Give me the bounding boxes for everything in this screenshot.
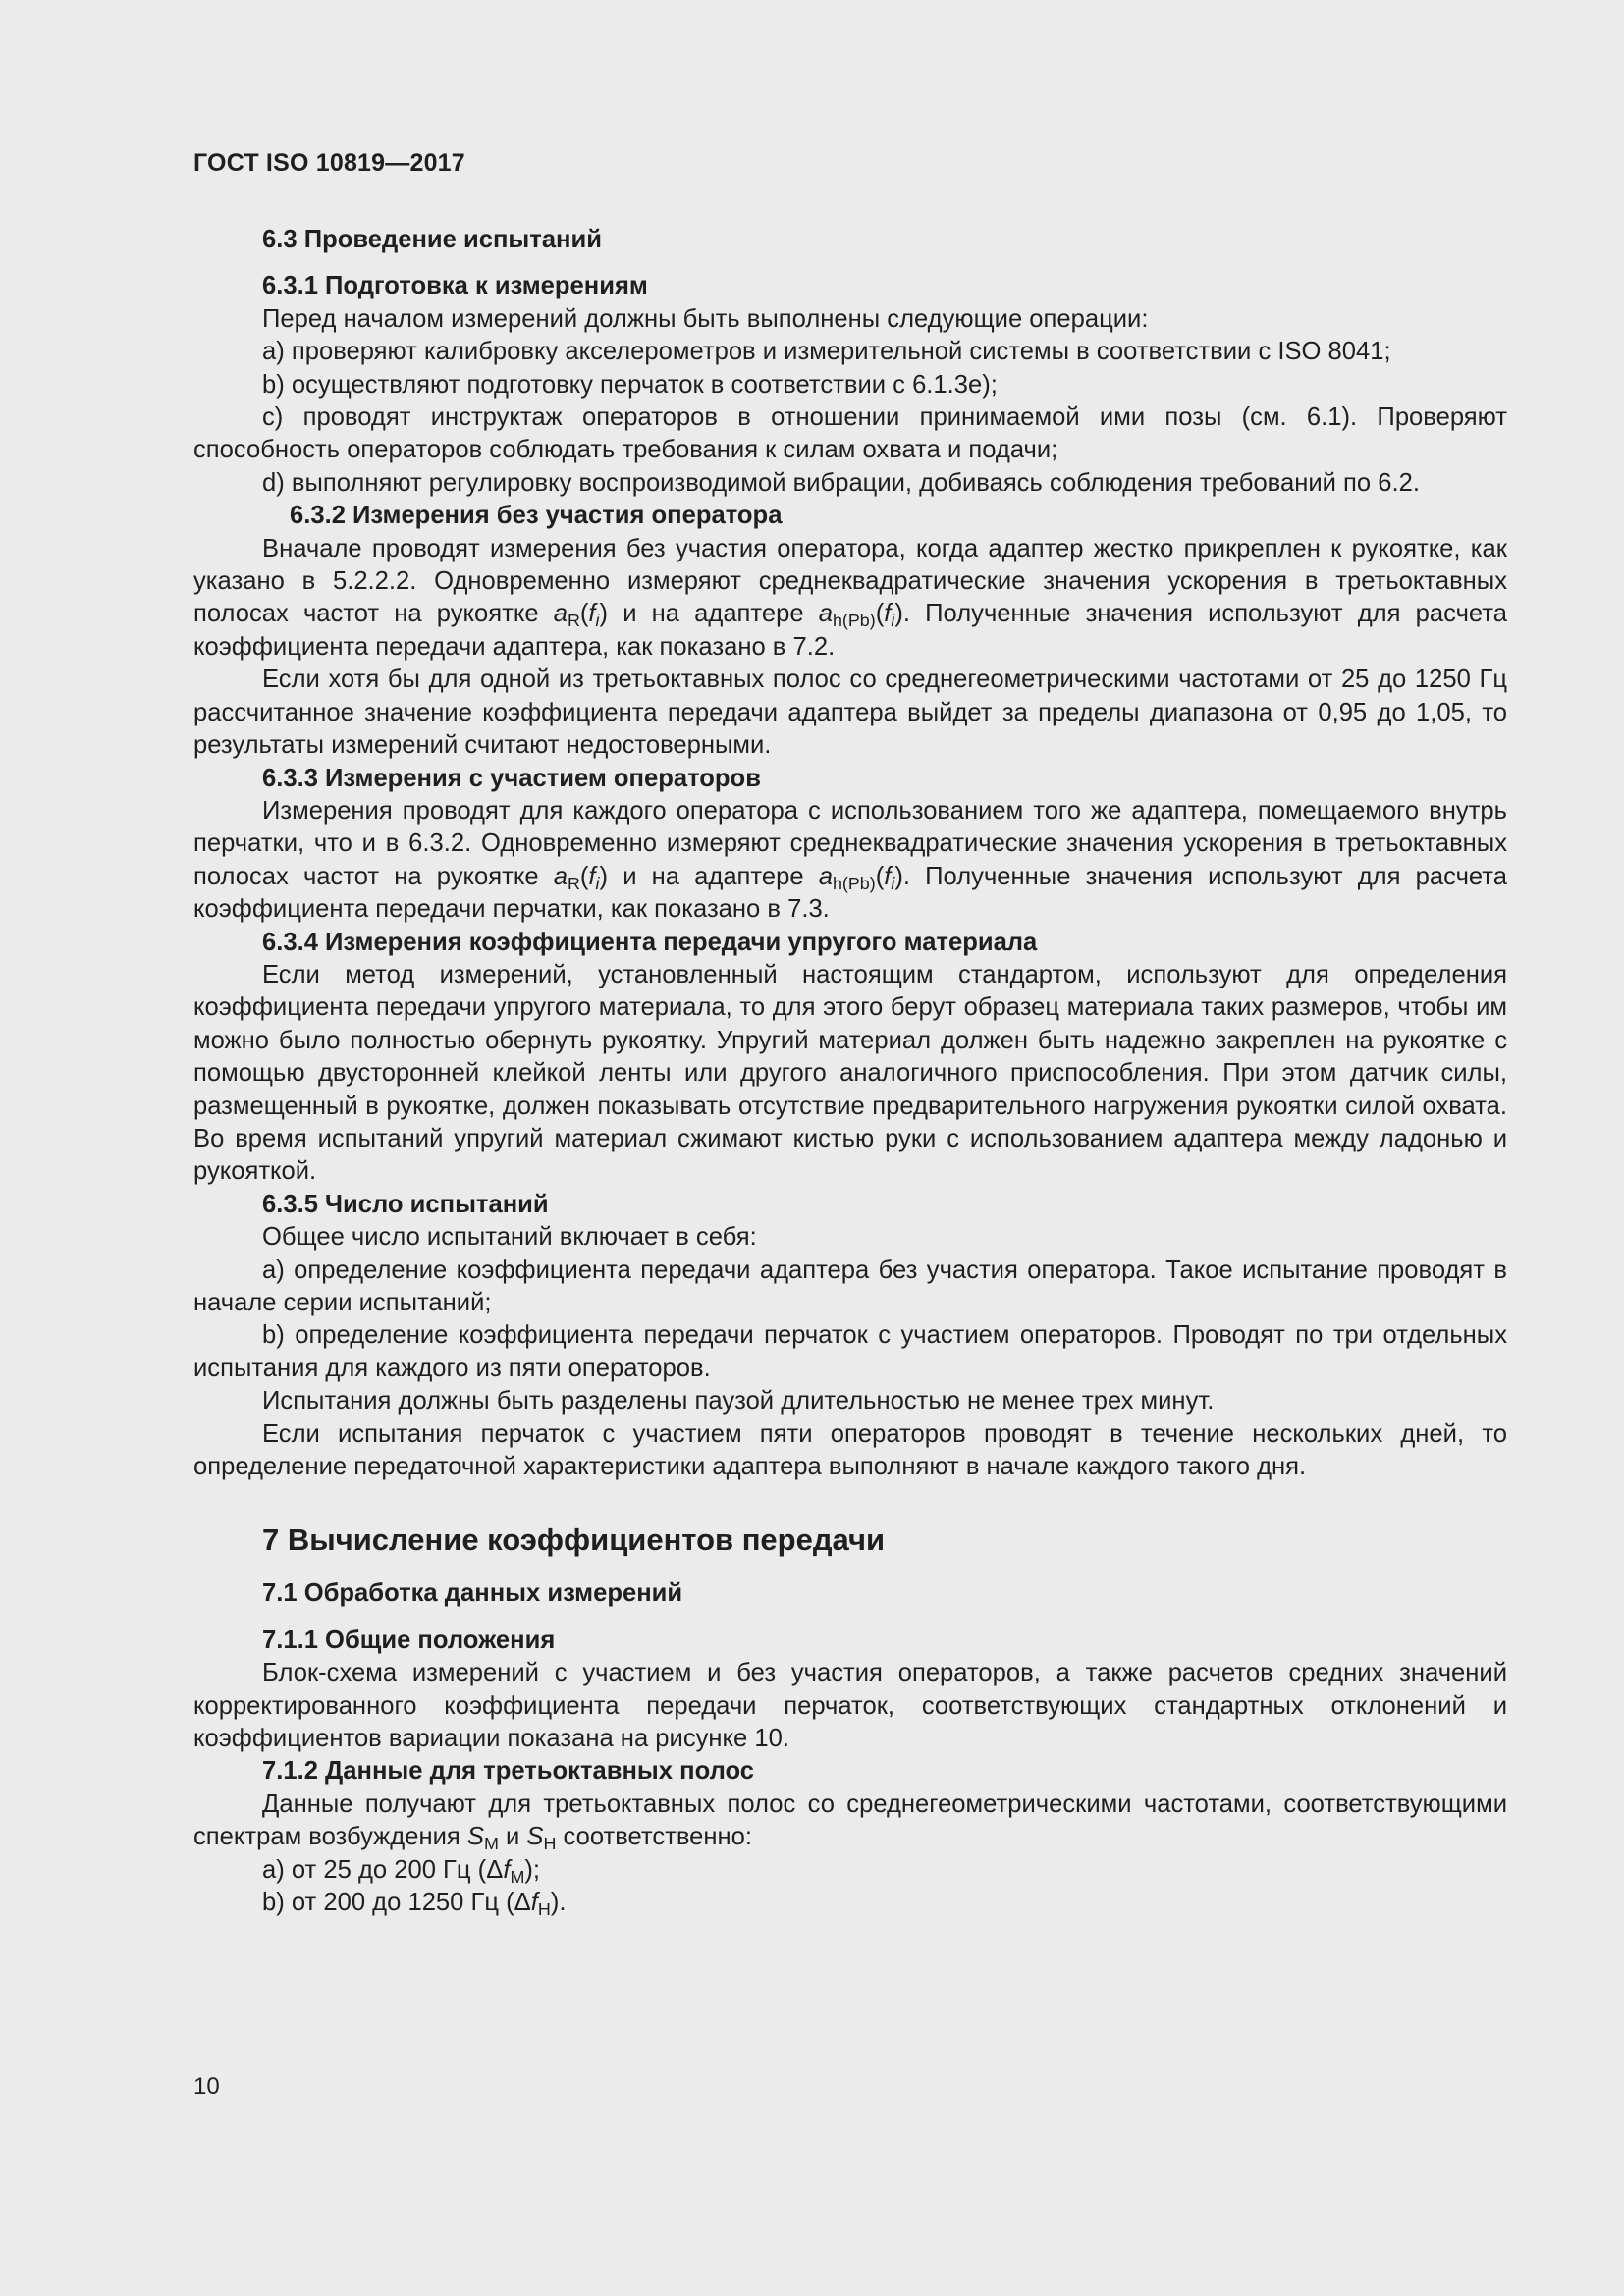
list-item: с) проводят инструктаж операторов в отношении принимаемой ими позы (см. 6.1). Проверяют способность операторов соблюдать требования к силам охвата и подачи;: [193, 403, 1507, 464]
paragraph: Вначале проводят измерения без участия оператора, когда адаптер жестко прикреплен к рукоятке, как указано в 5.2.2.2. Одновременно измеряют среднеквадратические значения ускорения в третьоктавных полосах частот на рукоятке $a_R(f_i)$ и на адаптере $a_{h(Pb)}(f_i)$. Полученные значения используют для расчета коэффициента передачи адаптера, как показано в 7.2.: [193, 534, 1507, 661]
list-item: а) от 25 до 200 Гц $(\Delta f_М)$;: [262, 1855, 540, 1887]
section-6-3-1-title: 6.3.1 Подготовка к измерениям: [262, 272, 648, 300]
paragraph: Общее число испытаний включает в себя:: [262, 1223, 757, 1252]
section-6-3-4-title: 6.3.4 Измерения коэффициента передачи упругого материала: [262, 928, 1038, 956]
paragraph: Если метод измерений, установленный настоящим стандартом, используют для определения коэффициента передачи упругого материала, то для этого берут образец материала таких размеров, чтобы им можно было полностью обернуть рукоятку. Упругий материал должен быть надежно закреплен на рукоятке с помощью двусторонней клейкой ленты или другого аналогичного приспособления. При этом датчик силы, размещенный в рукоятке, должен показывать отсутствие предварительного нагружения рукоятки силой охвата. Во время испытаний упругий материал сжимают кистью руки с использованием адаптера между ладонью и рукояткой.: [193, 960, 1507, 1186]
list-item: b) определение коэффициента передачи перчаток с участием операторов. Проводят по три отдельных испытания для каждого из пяти операторов.: [193, 1321, 1507, 1382]
paragraph: Данные получают для третьоктавных полос со среднегеометрическими частотами, соответствующими спектрам возбуждения $S_М$ и $S_Н$ соответственно:: [193, 1789, 1507, 1854]
section-6-3-2-title: 6.3.2 Измерения без участия оператора: [290, 502, 783, 530]
paragraph: Если хотя бы для одной из третьоктавных полос со среднегеометрическими частотами от 25 до 1250 Гц рассчитанное значение коэффициента передачи адаптера выйдет за пределы диапазона от 0,95 до 1,05, то результаты измерений считают недостоверными.: [193, 666, 1507, 760]
list-item: а) определение коэффициента передачи адаптера без участия оператора. Такое испытание проводят в начале серии испытаний;: [193, 1255, 1507, 1316]
section-7-1-1-title: 7.1.1 Общие положения: [262, 1626, 556, 1654]
section-7-1-2-title: 7.1.2 Данные для третьоктавных полос: [262, 1757, 755, 1786]
list-item: d) выполняют регулировку воспроизводимой вибрации, добиваясь соблюдения требований по 6.2.: [262, 468, 1420, 497]
list-item: а) проверяют калибровку акселерометров и измерительной системы в соответствии с ISO 8041;: [262, 338, 1391, 366]
section-6-3-3-title: 6.3.3 Измерения с участием операторов: [262, 764, 761, 792]
page-number: 10: [193, 2073, 220, 2100]
section-7-title: 7 Вычисление коэффициентов передачи: [262, 1522, 886, 1558]
paragraph: Блок-схема измерений с участием и без участия операторов, а также расчетов средних значений корректированного коэффициента передачи перчаток, соответствующих стандартных отклонений и коэффициентов вариации показана на рисунке 10.: [193, 1659, 1507, 1753]
section-6-3-title: 6.3 Проведение испытаний: [262, 226, 602, 253]
paragraph: Перед началом измерений должны быть выполнены следующие операции:: [262, 304, 1149, 333]
section-6-3-5-title: 6.3.5 Число испытаний: [262, 1190, 549, 1218]
section-7-1-title: 7.1 Обработка данных измерений: [262, 1579, 683, 1608]
paragraph: Измерения проводят для каждого оператора с использованием того же адаптера, помещаемого внутрь перчатки, что и в 6.3.2. Одновременно измеряют среднеквадратические значения ускорения в третьоктавных полосах частот на рукоятке $a_R(f_i)$ и на адаптере $a_{h(Pb)}(f_i)$. Полученные значения используют для расчета коэффициента передачи перчатки, как показано в 7.3.: [193, 796, 1507, 924]
paragraph: Если испытания перчаток с участием пяти операторов проводят в течение нескольких дней, то определение передаточной характеристики адаптера выполняют в начале каждого такого дня.: [193, 1419, 1507, 1481]
list-item: b) от 200 до 1250 Гц $(\Delta f_Н)$.: [262, 1889, 567, 1920]
list-item: b) осуществляют подготовку перчаток в соответствии с 6.1.3е);: [262, 370, 998, 399]
document-header: ГОСТ ISO 10819—2017: [193, 149, 465, 177]
paragraph: Испытания должны быть разделены паузой длительностью не менее трех минут.: [262, 1387, 1215, 1415]
document-body: [193, 224, 1507, 1920]
